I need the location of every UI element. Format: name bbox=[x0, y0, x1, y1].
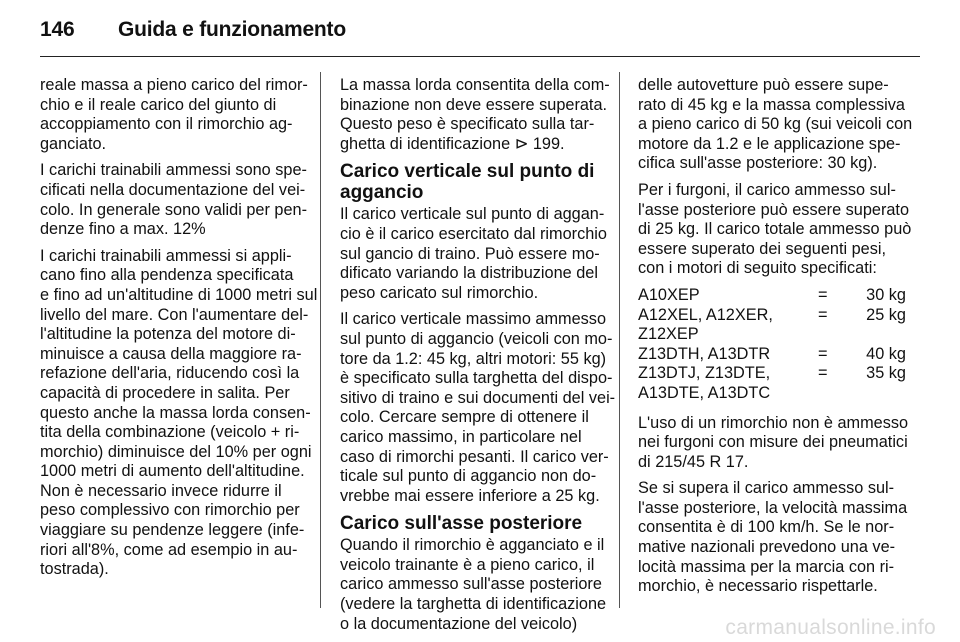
text-line: sul gancio di traino. Può essere mo- bbox=[340, 244, 600, 263]
table-row bbox=[638, 306, 906, 345]
text-line: veicolo trainante è a pieno carico, il bbox=[340, 555, 595, 574]
equals-sign: = bbox=[818, 364, 828, 383]
table-row bbox=[638, 345, 906, 365]
text-line: Il carico verticale sul punto di aggan- bbox=[340, 205, 605, 224]
text-line: l'asse posteriore, la velocità massima bbox=[638, 498, 908, 517]
table-row bbox=[638, 364, 906, 403]
text-line: L'uso di un rimorchio non è ammesso bbox=[638, 413, 909, 432]
text-line: di 25 kg. Il carico totale ammesso può bbox=[638, 220, 912, 239]
text-line: è specificato sulla targhetta del dispo- bbox=[340, 369, 613, 388]
weight-value: 35 kg bbox=[866, 364, 906, 383]
column-divider bbox=[320, 72, 321, 608]
weight-value: 40 kg bbox=[866, 344, 906, 363]
text-line: sul punto di aggancio (veicoli con mo- bbox=[340, 329, 613, 348]
weight-value: 30 kg bbox=[866, 285, 906, 304]
equals-sign: = bbox=[818, 344, 828, 363]
text-line: a pieno carico di 50 kg (sui veicoli con bbox=[638, 115, 913, 134]
header-rule bbox=[40, 56, 920, 57]
paragraph bbox=[340, 205, 606, 303]
text-line: livello del mare. Con l'aumentare del- bbox=[40, 305, 309, 324]
text-line: Z13DTJ, Z13DTE, bbox=[638, 364, 771, 383]
engine-codes bbox=[638, 286, 818, 306]
text-line: rato di 45 kg e la massa complessiva bbox=[638, 95, 905, 114]
section-heading bbox=[340, 513, 606, 534]
text-line: ticale sul punto di aggancio non do- bbox=[340, 467, 597, 486]
text-line: binazione non deve essere superata. bbox=[340, 95, 608, 114]
text-line: cifica sull'asse posteriore: 30 kg). bbox=[638, 154, 878, 173]
text-line: minuisce a causa della maggiore ra- bbox=[40, 344, 302, 363]
engine-codes bbox=[638, 345, 818, 365]
weight-value: 25 kg bbox=[866, 305, 906, 324]
text-line: tostrada). bbox=[40, 560, 109, 579]
section-heading bbox=[340, 161, 606, 203]
text-line: cificati nella documentazione del vei- bbox=[40, 180, 306, 199]
text-line: carico massimo, in particolare nel bbox=[340, 427, 582, 446]
text-line: caso di rimorchi pesanti. Il carico ver- bbox=[340, 447, 609, 466]
text-line: nei furgoni con misure dei pneumatici bbox=[638, 433, 908, 452]
paragraph bbox=[340, 536, 606, 634]
text-line: mative nazionali prevedono una ve- bbox=[638, 538, 896, 557]
text-line: delle autovetture può essere supe- bbox=[638, 76, 889, 94]
text-line: riori all'8%, come ad esempio in au- bbox=[40, 540, 298, 559]
paragraph bbox=[638, 413, 909, 473]
engine-codes bbox=[638, 306, 818, 345]
column-1 bbox=[40, 76, 318, 587]
column-divider bbox=[619, 72, 620, 608]
text-line: l'asse posteriore può essere superato bbox=[638, 200, 910, 219]
text-line: 1000 metri di aumento dell'altitudine. bbox=[40, 462, 305, 481]
text-line: morchio, è necessario rispettarle. bbox=[638, 577, 878, 596]
paragraph bbox=[638, 180, 912, 279]
text-line: questo anche la massa lorda consen- bbox=[40, 403, 311, 422]
column-2 bbox=[340, 76, 616, 641]
text-line: aggancio bbox=[340, 182, 424, 204]
text-line: Carico verticale sul punto di bbox=[340, 161, 595, 183]
column-3 bbox=[638, 76, 913, 604]
paragraph bbox=[638, 479, 906, 597]
text-line: A12XEL, A12XER, bbox=[638, 305, 773, 324]
text-line: di 215/45 R 17. bbox=[638, 452, 749, 471]
text-line: denze fino a max. 12% bbox=[40, 220, 206, 239]
page-number: 146 bbox=[40, 18, 75, 41]
text-line: I carichi trainabili ammessi sono spe- bbox=[40, 161, 307, 180]
text-line: viaggiare su pendenze leggere (infe- bbox=[40, 521, 305, 540]
text-line: colo. In generale sono validi per pen- bbox=[40, 200, 308, 219]
text-line: La massa lorda consentita della com- bbox=[340, 76, 610, 94]
text-line: con i motori di seguito specificati: bbox=[638, 259, 877, 278]
text-line: e fino ad un'altitudine di 1000 metri sul bbox=[40, 285, 318, 304]
text-line: carico ammesso sull'asse posteriore bbox=[340, 575, 602, 594]
text-line: Non è necessario invece ridurre il bbox=[40, 481, 282, 500]
table-row bbox=[638, 286, 906, 306]
text-line: essere superato dei seguenti pesi, bbox=[638, 239, 886, 258]
watermark: carmanualsonline.info bbox=[725, 616, 936, 639]
text-line: A13DTE, A13DTC bbox=[638, 383, 771, 402]
text-line: tore da 1.2: 45 kg, altri motori: 55 kg) bbox=[340, 349, 607, 368]
paragraph bbox=[40, 246, 318, 580]
text-line: consentita è di 100 km/h. Se le nor- bbox=[638, 518, 895, 537]
text-line: Il carico verticale massimo ammesso bbox=[340, 310, 606, 329]
text-line: cano fino alla pendenza specificata bbox=[40, 266, 294, 285]
text-line: peso caricato sul rimorchio. bbox=[340, 283, 539, 302]
text-line: Z13DTH, A13DTR bbox=[638, 344, 771, 363]
text-line: Quando il rimorchio è agganciato e il bbox=[340, 536, 605, 555]
text-line: refazione dell'aria, riducendo così la bbox=[40, 364, 300, 383]
text-line: ganciato. bbox=[40, 134, 107, 153]
text-line: Questo peso è specificato sulla tar- bbox=[340, 115, 595, 134]
text-line: dificato variando la distribuzione del bbox=[340, 264, 598, 283]
text-line: l'altitudine la potenza del motore di- bbox=[40, 325, 296, 344]
text-line: ghetta di identificazione ⊳ 199. bbox=[340, 134, 565, 153]
text-line: reale massa a pieno carico del rimor- bbox=[40, 76, 308, 94]
text-line: peso complessivo con rimorchio per bbox=[40, 501, 300, 520]
equals-sign: = bbox=[818, 305, 828, 324]
text-line: Carico sull'asse posteriore bbox=[340, 513, 583, 535]
text-line: Se si supera il carico ammesso sul- bbox=[638, 479, 895, 498]
engine-codes bbox=[638, 364, 818, 403]
page-title: Guida e funzionamento bbox=[118, 18, 346, 41]
text-line: locità massima per la marcia con ri- bbox=[638, 557, 895, 576]
paragraph bbox=[40, 76, 310, 154]
engine-load-table bbox=[638, 286, 906, 404]
text-line: cio è il carico esercitato dal rimorchio bbox=[340, 224, 607, 243]
text-line: chio e il reale carico del giunto di bbox=[40, 95, 277, 114]
text-line: Per i furgoni, il carico ammesso sul- bbox=[638, 180, 896, 199]
page-header bbox=[40, 14, 920, 54]
text-line: I carichi trainabili ammessi si appli- bbox=[40, 246, 292, 265]
text-line: o la documentazione del veicolo) bbox=[340, 614, 578, 633]
text-line: sitivo di traino e sui documenti del vei- bbox=[340, 388, 616, 407]
paragraph bbox=[340, 310, 616, 506]
text-line: motore da 1.2 e le applicazione spe- bbox=[638, 134, 901, 153]
text-line: morchio) diminuisce del 10% per ogni bbox=[40, 442, 312, 461]
text-line: (vedere la targhetta di identificazione bbox=[340, 595, 607, 614]
paragraph bbox=[638, 76, 913, 174]
paragraph bbox=[40, 161, 310, 239]
text-line: A10XEP bbox=[638, 285, 700, 304]
text-line: capacità di procedere in salita. Per bbox=[40, 383, 290, 402]
text-line: accoppiamento con il rimorchio ag- bbox=[40, 115, 293, 134]
paragraph bbox=[340, 76, 610, 154]
text-line: colo. Cercare sempre di ottenere il bbox=[340, 408, 589, 427]
text-line: tita della combinazione (veicolo + ri- bbox=[40, 423, 300, 442]
text-line: vrebbe mai essere inferiore a 25 kg. bbox=[340, 486, 600, 505]
equals-sign: = bbox=[818, 285, 828, 304]
text-line: Z12XEP bbox=[638, 325, 699, 344]
